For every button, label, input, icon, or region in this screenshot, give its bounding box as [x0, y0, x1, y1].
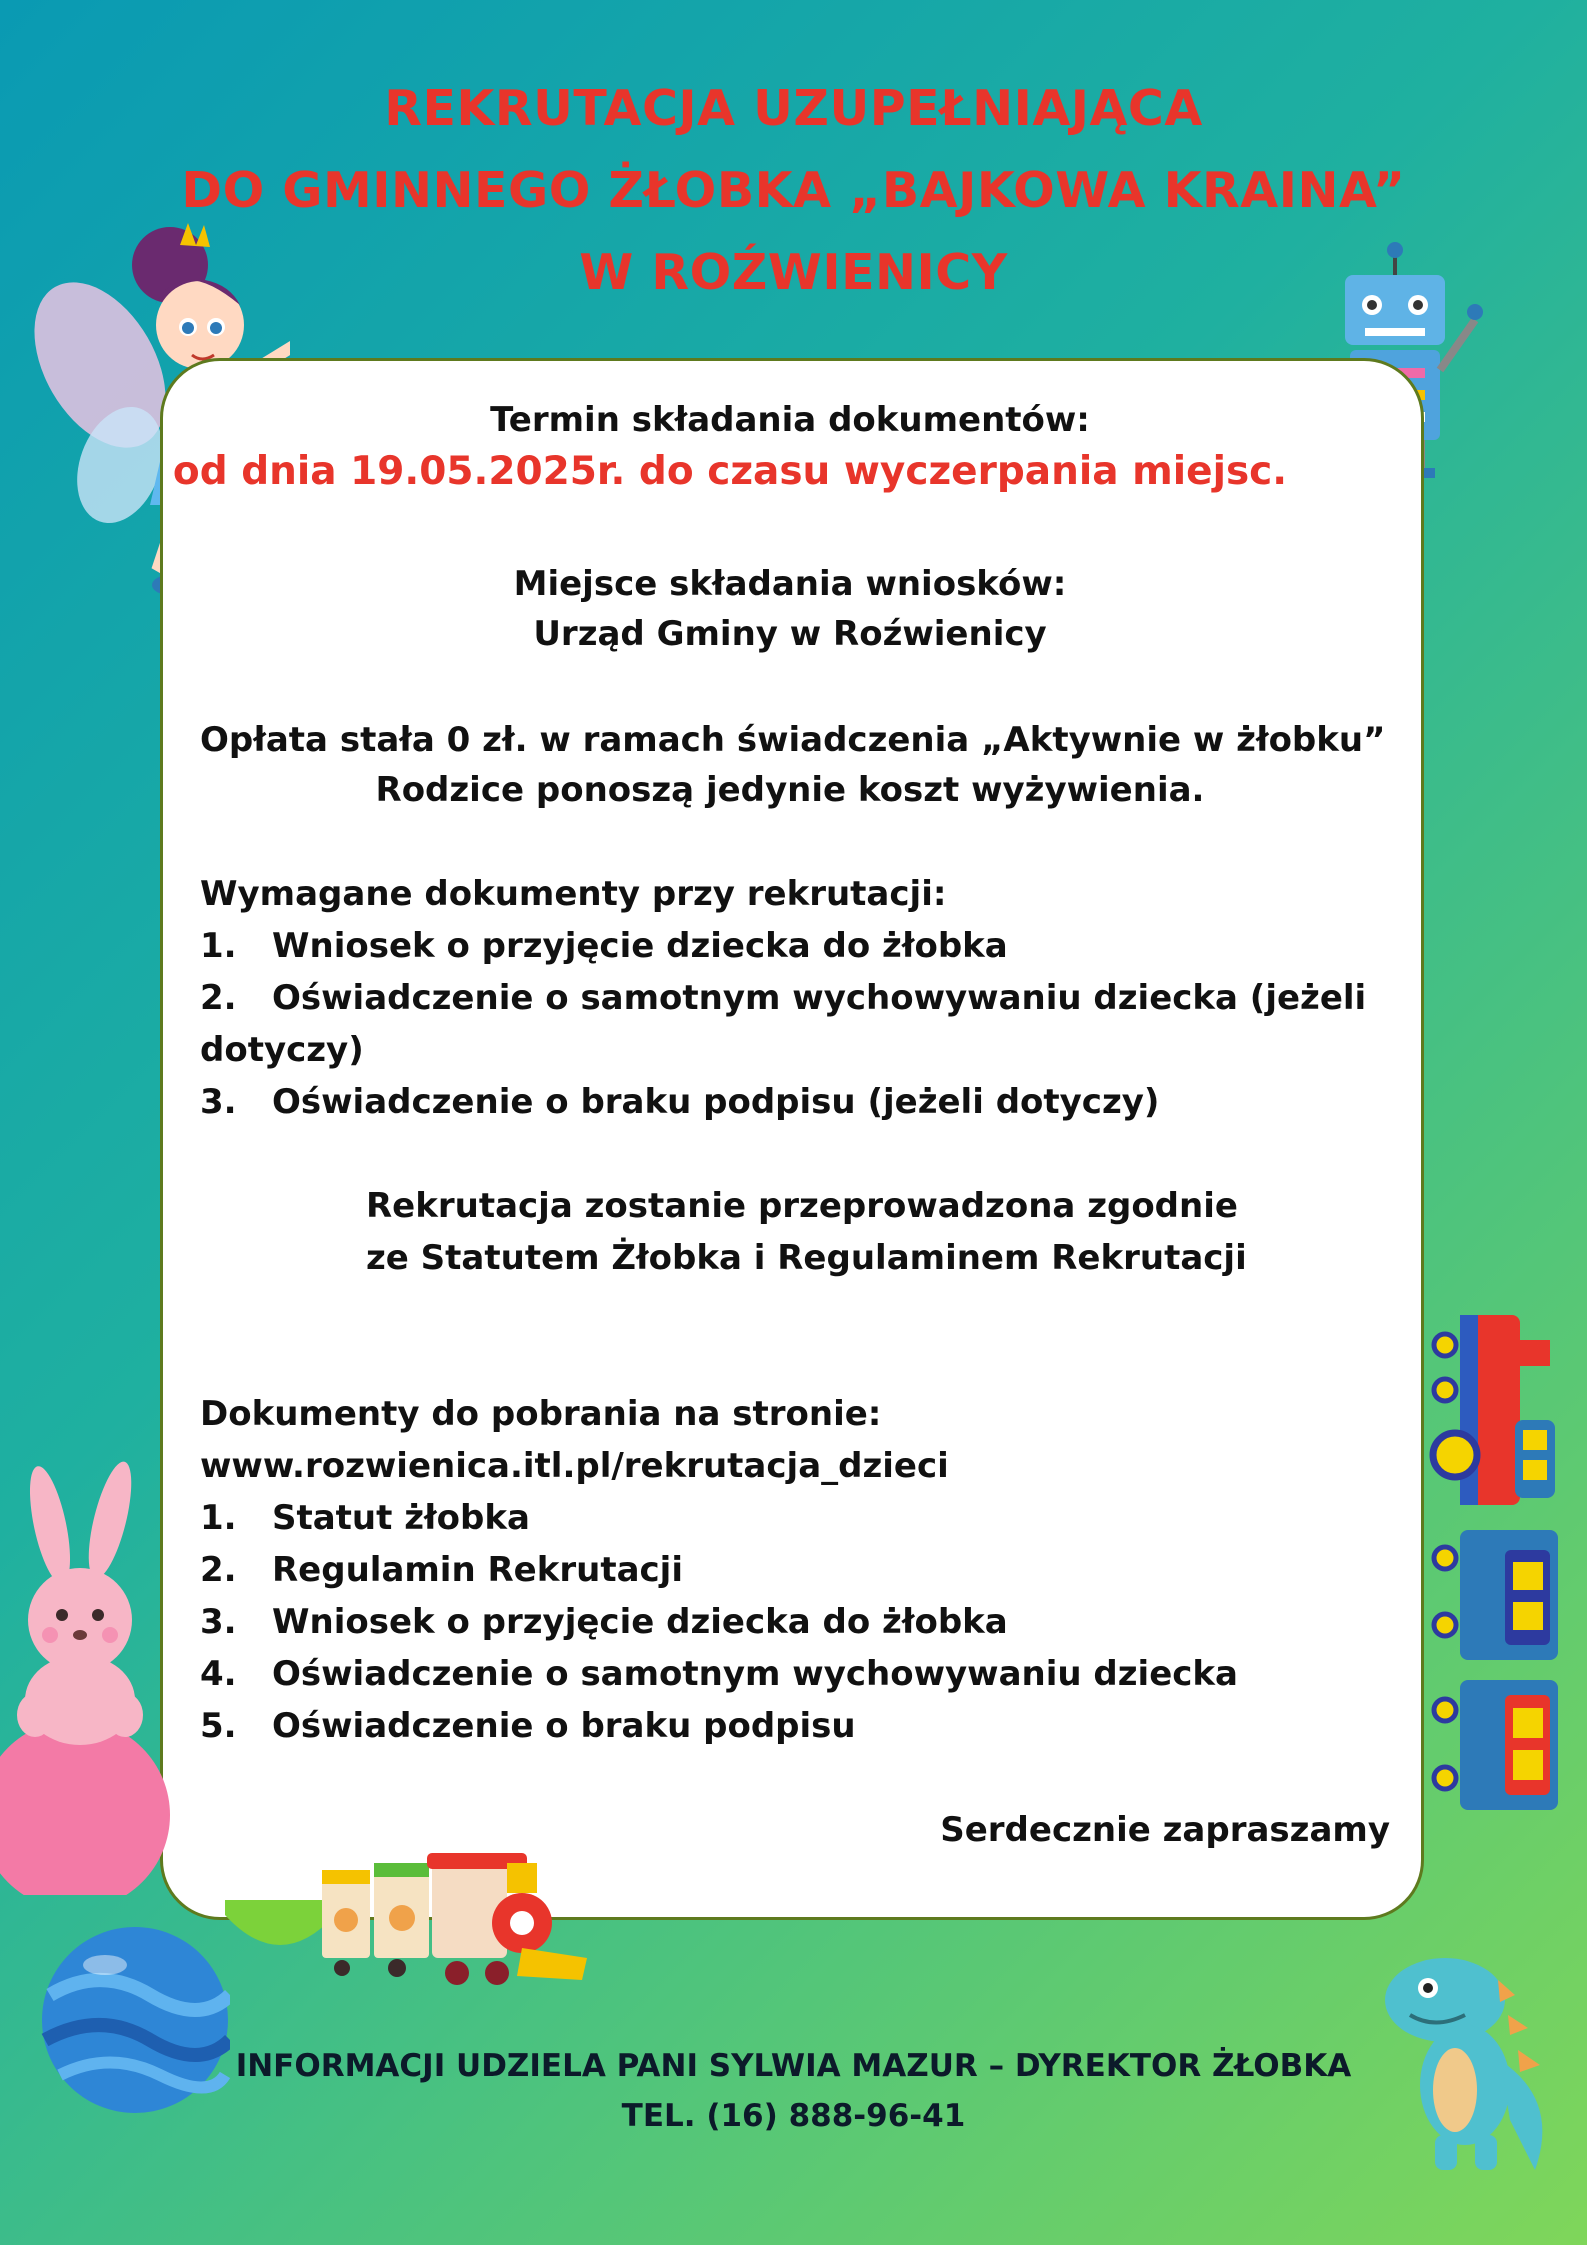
download-item[interactable]: 1. Statut żłobka	[200, 1498, 530, 1538]
place-label: Miejsce składania wniosków:	[513, 564, 1067, 604]
deadline-value: od dnia 19.05.2025r. do czasu wyczerpania miejsc.	[172, 449, 1288, 494]
download-item[interactable]: 2. Regulamin Rekrutacji	[200, 1550, 683, 1590]
striped-ball-illustration	[40, 1925, 230, 2115]
required-doc-item: 2. Oświadczenie o samotnym wychowywaniu dziecka (jeżeli	[200, 978, 1367, 1018]
required-doc-item-continued: dotyczy)	[200, 1030, 364, 1070]
statute-note-line-2: ze Statutem Żłobka i Regulaminem Rekrutacji	[366, 1238, 1247, 1278]
required-docs-heading: Wymagane dokumenty przy rekrutacji:	[200, 874, 947, 914]
vertical-train-illustration	[1420, 1310, 1570, 1830]
downloads-url[interactable]: www.rozwienica.itl.pl/rekrutacja_dzieci	[200, 1446, 949, 1486]
bunny-on-ball-illustration	[0, 1455, 200, 1895]
title-line-1: REKRUTACJA UZUPEŁNIAJĄCA	[384, 80, 1203, 137]
download-item[interactable]: 3. Wniosek o przyjęcie dziecka do żłobka	[200, 1602, 1008, 1642]
download-item[interactable]: 4. Oświadczenie o samotnym wychowywaniu dziecka	[200, 1654, 1238, 1694]
statute-note-line-1: Rekrutacja zostanie przeprowadzona zgodnie	[366, 1186, 1238, 1226]
toy-train-illustration	[322, 1848, 592, 1993]
green-ball-illustration	[225, 1900, 335, 1960]
required-doc-item: 1. Wniosek o przyjęcie dziecka do żłobka	[200, 926, 1008, 966]
title-line-3: W ROŹWIENICY	[579, 244, 1008, 301]
fee-line-2: Rodzice ponoszą jedynie koszt wyżywienia.	[375, 770, 1205, 810]
footer-contact-line: INFORMACJI UDZIELA PANI SYLWIA MAZUR – DYREKTOR ŻŁOBKA	[235, 2048, 1352, 2084]
place-value: Urząd Gminy w Roźwienicy	[533, 614, 1047, 654]
download-item[interactable]: 5. Oświadczenie o braku podpisu	[200, 1706, 856, 1746]
footer-phone: TEL. (16) 888-96-41	[621, 2098, 966, 2134]
required-doc-item: 3. Oświadczenie o braku podpisu (jeżeli dotyczy)	[200, 1082, 1160, 1122]
deadline-label: Termin składania dokumentów:	[490, 400, 1090, 440]
title-line-2: DO GMINNEGO ŻŁOBKA „BAJKOWA KRAINA”	[181, 162, 1406, 219]
closing-text: Serdecznie zapraszamy	[940, 1810, 1390, 1850]
fee-line-1: Opłata stała 0 zł. w ramach świadczenia „Aktywnie w żłobku”	[200, 720, 1386, 760]
downloads-heading: Dokumenty do pobrania na stronie:	[200, 1394, 882, 1434]
